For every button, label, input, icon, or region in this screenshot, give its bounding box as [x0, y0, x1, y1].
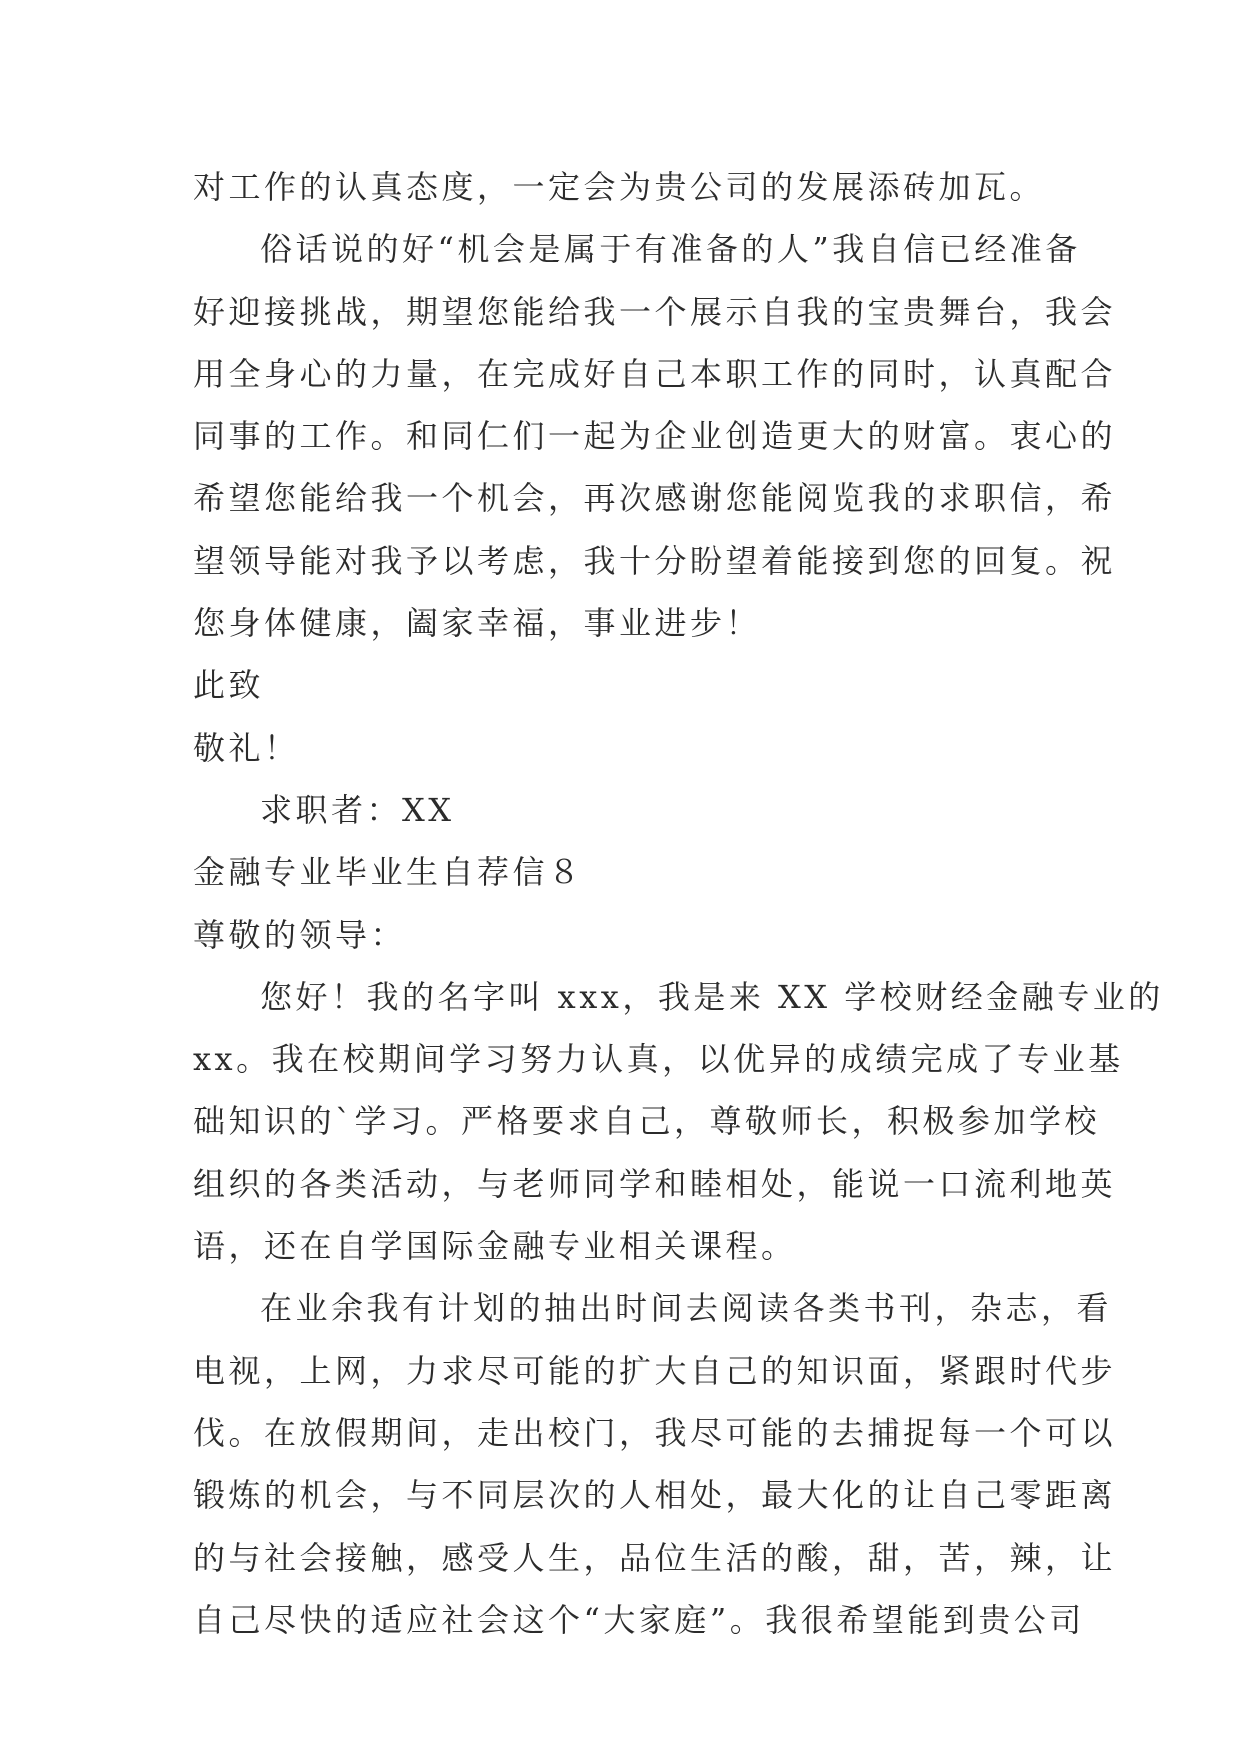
text-line: 语，还在自学国际金融专业相关课程。 [193, 1227, 797, 1266]
paragraph-introduction [193, 966, 1164, 1277]
text-line: 伐。在放假期间，走出校门，我尽可能的去捕捉每一个可以 [193, 1413, 1117, 1452]
text-line: 尊敬的领导： [193, 915, 407, 954]
text-line: 金融专业毕业生自荐信８ [193, 853, 584, 892]
text-line: 在业余我有计划的抽出时间去阅读各类书刊，杂志，看 [260, 1289, 1113, 1328]
section-title [193, 841, 1055, 903]
text-line: 的与社会接触，感受人生，品位生活的酸，甜，苦，辣，让 [193, 1538, 1117, 1577]
text-line: 敬礼！ [193, 728, 300, 767]
text-line: 电视，上网，力求尽可能的扩大自己的知识面，紧跟时代步 [193, 1351, 1117, 1390]
text-line: 求职者：XX [260, 790, 455, 829]
text-line: 好迎接挑战，期望您能给我一个展示自我的宝贵舞台，我会 [193, 292, 1117, 331]
paragraph-continuation [193, 156, 1055, 218]
text-line: 用全身心的力量，在完成好自己本职工作的同时，认真配合 [193, 354, 1117, 393]
text-line: 您身体健康，阖家幸福，事业进步！ [193, 604, 762, 643]
text-line: 同事的工作。和同仁们一起为企业创造更大的财富。衷心的 [193, 417, 1117, 456]
closing-salutation [193, 654, 1055, 716]
text-line: 望领导能对我予以考虑，我十分盼望着能接到您的回复。祝 [193, 541, 1117, 580]
text-line: 自己尽快的适应社会这个“大家庭”。我很希望能到贵公司 [193, 1600, 1085, 1639]
signature [193, 779, 1055, 841]
letter-body [193, 156, 1164, 1651]
paragraph-closing-hope [193, 218, 1117, 654]
text-line: 组织的各类活动，与老师同学和睦相处，能说一口流利地英 [193, 1164, 1117, 1203]
text-line: 对工作的认真态度，一定会为贵公司的发展添砖加瓦。 [193, 168, 1046, 206]
closing-regards [193, 717, 1055, 779]
text-line: xx。我在校期间学习努力认真，以优异的成绩完成了专业基 [193, 1040, 1124, 1079]
text-line: 俗话说的好“机会是属于有准备的人”我自信已经准备 [260, 230, 1081, 269]
text-line: 础知识的`学习。严格要求自己，尊敬师长，积极参加学校 [193, 1102, 1101, 1141]
text-line: 您好！我的名字叫 xxx，我是来 XX 学校财经金融专业的 [260, 977, 1164, 1016]
text-line: 希望您能给我一个机会，再次感谢您能阅览我的求职信，希 [193, 479, 1117, 518]
text-line: 此致 [193, 666, 265, 705]
text-line: 锻炼的机会，与不同层次的人相处，最大化的让自己零距离 [193, 1476, 1117, 1515]
greeting [193, 904, 1055, 966]
paragraph-activities [193, 1277, 1117, 1651]
